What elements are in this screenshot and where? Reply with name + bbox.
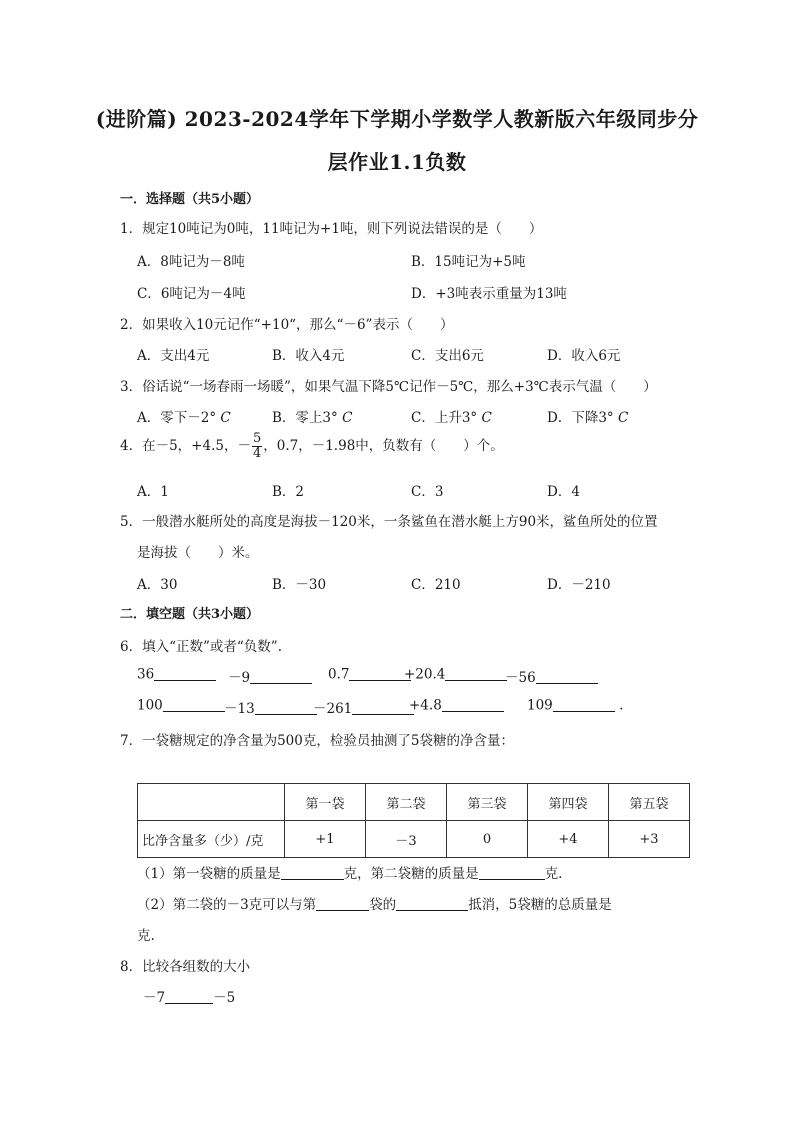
worksheet-title-line1: (进阶篇) 2023-2024学年下学期小学数学人教新版六年级同步分 [95,107,699,131]
question-4-stem [120,432,504,461]
question-2-stem: 2．如果收入10元记作“+10“，那么“－6”表示（ ） [120,317,454,333]
q6-number: －261 [313,701,353,717]
q6-number: 109 [527,697,553,714]
table-cell: +1 [285,821,366,858]
section-heading-fill: 二．填空题（共3小题） [120,607,260,622]
q7-p2-text-a: （2）第二袋的－3克可以与第 [137,897,317,913]
question-1-option-c: C．6吨记为－4吨 [137,286,246,302]
q6-item [137,697,225,714]
answer-blank[interactable] [479,866,545,881]
question-3-option-d [547,406,628,426]
question-4-stem-post: ，0.7，－1.98中，负数有（ ）个。 [263,438,504,454]
q6-item [505,666,598,686]
q6-item [137,666,216,683]
answer-blank[interactable] [352,701,414,716]
answer-blank[interactable] [445,666,507,681]
table-header-cell: 第五袋 [609,784,690,821]
answer-blank[interactable] [396,897,468,912]
answer-blank[interactable] [250,670,312,685]
sugar-weight-table [137,783,690,858]
question-1-option-d: D．+3吨表示重量为13吨 [411,286,567,302]
unit-c: C [220,410,231,426]
question-5-option-c: C．210 [411,577,461,593]
table-header-cell: 第三袋 [447,784,528,821]
question-4-option-d: D．4 [547,484,580,500]
table-cell: +3 [609,821,690,858]
table-row [138,821,690,858]
table-cell: 0 [447,821,528,858]
option-text: B．零上3° [272,410,338,426]
table-header-cell: 第一袋 [285,784,366,821]
question-7-part-2-end: 克. [137,928,155,944]
question-4-option-b: B．2 [272,484,305,500]
q6-number: 100 [137,697,163,714]
question-1-option-b: B．15吨记为+5吨 [411,254,526,270]
answer-blank[interactable] [553,697,615,712]
answer-blank[interactable] [154,666,216,681]
answer-blank[interactable] [163,697,225,712]
question-8-stem: 8．比较各组数的大小 [120,959,251,975]
unit-c: C [617,410,629,426]
fraction-numerator: 5 [252,431,262,446]
option-text: A．零下－2° [137,410,217,426]
question-4-option-c: C．3 [411,484,444,500]
question-7-part-1 [137,862,562,882]
question-5-stem-line2: 是海拔（ ）米。 [137,545,259,561]
q8-left-number: －7 [143,990,166,1006]
q7-p2-text-c: 抵消，5袋糖的总质量是 [468,897,612,913]
answer-blank[interactable] [536,670,598,685]
fraction-five-quarters [252,432,262,461]
q6-item [409,697,504,714]
question-2-option-c: C．支出6元 [411,348,484,364]
unit-c: C [342,410,353,426]
question-2-option-a: A．支出4元 [137,348,210,364]
q6-period: . [619,697,624,714]
question-5-option-b: B．－30 [272,577,327,593]
question-3-stem: 3．俗话说“一场春雨一场暖”，如果气温下降5℃记作－5℃，那么+3℃表示气温（ ） [120,379,657,395]
table-cell: －3 [366,821,447,858]
q6-number: +4.8 [409,697,442,714]
section-heading-choice: 一．选择题（共5小题） [120,192,260,207]
question-4-stem-pre: 4．在－5，+4.5，－ [120,438,251,454]
q6-number: 36 [137,666,155,683]
q8-right-number: －5 [213,990,236,1006]
q6-number: 0.7 [328,666,350,683]
table-header-cell: 第四袋 [528,784,609,821]
q6-item [328,666,411,683]
question-1-option-a: A．8吨记为－8吨 [137,254,245,270]
answer-blank[interactable] [316,897,369,912]
table-row-label: 比净含量多（少）/克 [138,821,285,858]
question-2-option-d: D．收入6元 [547,348,621,364]
q8-compare-1 [143,986,235,1006]
table-header-row [138,784,690,821]
q7-p1-text-a: （1）第一袋糖的质量是 [137,866,281,882]
q7-p1-text-c: 克. [544,866,563,882]
q6-item [527,697,623,714]
q6-number: +20.4 [404,666,446,683]
option-text: C．上升3° [411,410,478,426]
table-header-cell [138,784,285,821]
question-7-part-2 [137,893,612,913]
q6-item [313,697,414,717]
q6-number: －9 [228,670,251,686]
answer-blank[interactable] [442,697,504,712]
question-5-option-d: D．－210 [547,577,611,593]
answer-blank[interactable] [281,866,344,881]
fraction-denominator: 4 [252,446,262,461]
question-3-option-a [137,406,231,426]
question-5-stem-line1: 5．一般潜水艇所处的高度是海拔－120米，一条鲨鱼在潜水艇上方90米，鲨鱼所处的位置 [120,514,658,530]
table-cell: +4 [528,821,609,858]
q6-number: －56 [505,670,536,686]
question-4-option-a: A．1 [137,484,169,500]
q6-item [228,666,312,686]
answer-blank[interactable] [255,701,317,716]
q6-item [404,666,507,683]
question-3-option-c [411,406,492,426]
q7-p1-text-b: 克，第二袋糖的质量是 [343,866,479,882]
q6-item [224,697,317,717]
answer-blank[interactable] [165,990,213,1005]
question-2-option-b: B．收入4元 [272,348,345,364]
question-3-option-b [272,406,352,426]
table-header-cell: 第二袋 [366,784,447,821]
question-7-stem: 7．一袋糖规定的净含量为500克，检验员抽测了5袋糖的净含量： [120,733,514,749]
q7-p2-text-b: 袋的 [369,897,397,913]
question-1-stem: 1．规定10吨记为0吨，11吨记为+1吨，则下列说法错误的是（ ） [120,221,543,237]
unit-c: C [481,410,492,426]
option-text: D．下降3° [547,410,614,426]
question-5-option-a: A．30 [137,577,178,593]
question-6-stem: 6．填入“正数”或者“负数”. [120,639,282,655]
answer-blank[interactable] [349,666,411,681]
worksheet-title-line2: 层作业1.1负数 [327,150,467,174]
q6-number: －13 [224,701,255,717]
